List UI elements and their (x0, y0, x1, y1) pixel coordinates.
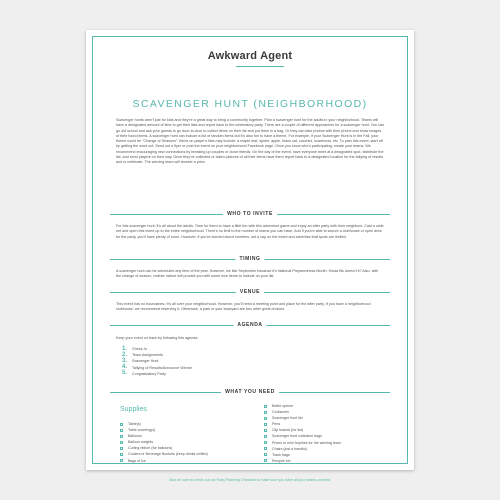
checkbox-icon[interactable] (264, 447, 267, 450)
checkbox-icon[interactable] (264, 459, 267, 462)
checklist-label: Curling ribbon (for balloons) (128, 446, 173, 451)
checklist-label: Recycle bin (272, 458, 291, 463)
checkbox-icon[interactable] (120, 435, 123, 438)
section-title: TIMING (235, 256, 264, 262)
section-title: AGENDA (233, 322, 266, 328)
timing-paragraph: A scavenger hunt can be scheduled any time of the year. However, we like September because it's National Preparedness Month. Kinda fits doesn't it? Also, with the change of season, mother nature will provide you with some nice items to include on your list. (116, 269, 379, 279)
checklist-label: Clip boards (for list) (272, 428, 304, 433)
checklist-label: Chairs (just a handful) (272, 446, 308, 451)
section-title: VENUE (236, 289, 264, 295)
checkbox-icon[interactable] (264, 441, 267, 444)
agenda-label: Scavenger Hunt (132, 359, 159, 364)
venue-paragraph: This event has no boundaries. It's all over your neighborhood. However, you'll need a meeting point and place for the after party. If you have a neighborhood clubhouse, we recommend reserving it. Otherwise, a park or your backyard are two other great choices. (116, 302, 371, 312)
checkbox-icon[interactable] (264, 423, 267, 426)
agenda-intro: Keep your event on track by following this agenda. (116, 336, 199, 340)
checklist-label: Corkscrew (272, 410, 289, 415)
checkbox-icon[interactable] (264, 405, 267, 408)
checkbox-icon[interactable] (264, 417, 267, 420)
agenda-item (122, 372, 192, 378)
intro-paragraph: Scavenger hunts aren't just for kids and they're a great way to bring a community together. Plan a scavenger hunt for the adults in your neighborhood. Teams will have a designated amount of time to get their lists and report back to the celebratory party. There are a couple of different approaches for a scavenger hunt. You can go old school and ask your guests to go door-to-door to collect items on their list and put them in a bag. Or they can take photos with their phone and show images of their found items. A scavenger hunt can include a list of random items but it's also fun to have a theme. For example, if your Scavenger Hunt is in the Fall, your theme could be "Change of Seasons". Items on player's lists may include: a maple leaf, spider, apple, black cat, zucchini, scarecrow, etc. To plan this event, start off by getting the word out. Send out a flyer or post the event on your neighborhood Facebook page. Once you know who's participating, create your teams. We recommend encouraging new connections by breaking up couples or close friends. On the day of the event, have everyone meet at a designated spot, distribute the list, and send players on their way. Once they've collected or taken pictures of all their items have them report back to a designated location for the tallying of results and to celebrate. The winning team will receive a prize. (116, 118, 384, 165)
checklist-label: Pens (272, 422, 281, 427)
page-title: SCAVENGER HUNT (NEIGHBORHOOD) (132, 98, 368, 110)
checklist-label: Coolers or Beverage Buckets (keep drinks chilled) (128, 452, 208, 457)
checklist-item[interactable] (264, 459, 341, 465)
section-header-timing (110, 255, 390, 263)
brand-logo-text: Awkward Agent (207, 50, 293, 62)
checkbox-icon[interactable] (120, 423, 123, 426)
checkbox-icon[interactable] (120, 429, 123, 432)
agenda-number: 1. (122, 345, 128, 352)
agenda-number: 3. (122, 357, 128, 364)
checkbox-icon[interactable] (120, 459, 123, 462)
agenda-label: Congratulatory Party (132, 371, 166, 376)
checkbox-icon[interactable] (120, 441, 123, 444)
checklist-label: Table(s) (128, 422, 141, 426)
agenda-list (122, 347, 192, 378)
checkbox-icon[interactable] (120, 447, 123, 450)
section-header-need (110, 388, 390, 396)
checkbox-icon[interactable] (264, 429, 267, 432)
checklist-label: Bottle opener (272, 404, 294, 408)
who-paragraph: For this scavenger hunt, it's all about the adults. Time for them to have a little fun with this adventure game and enjoy an after party with their neighbors. Cast a wide net and open this event up to the entire neighborhood. There's no limit to the number of teams you can have. And if you're able to secure a clubhouse or open area for the party, you'll have plenty of room. However, if you're worried about numbers, set a cap on the event and advertise that spots are limited. (116, 224, 384, 239)
supplies-list-left (120, 422, 208, 465)
agenda-number: 2. (122, 351, 128, 358)
checklist-label: Trash bags (272, 452, 290, 457)
supplies-heading: Supplies (120, 406, 147, 413)
supplies-list-right (264, 404, 341, 465)
section-title: WHO TO INVITE (223, 211, 277, 217)
checklist-item[interactable] (120, 459, 208, 465)
brand-underline (236, 66, 284, 67)
section-header-venue (110, 288, 390, 296)
agenda-number: 4. (122, 364, 128, 371)
checklist-label: Bags of ice (128, 458, 146, 463)
checkbox-icon[interactable] (264, 453, 267, 456)
checklist-document (86, 30, 414, 482)
section-header-agenda (110, 321, 390, 329)
checklist-label: Scavenger hunt list (272, 416, 303, 421)
checklist-label: Balloons (128, 434, 142, 439)
checkbox-icon[interactable] (120, 453, 123, 456)
checklist-label: Prizes or mini trophies for the winning team (272, 440, 341, 445)
agenda-label: Tallying of Results/Announce Winner (132, 365, 193, 370)
agenda-label: Team Assignments (132, 353, 163, 358)
agenda-number: 5. (122, 370, 128, 377)
agenda-label: Check-In (132, 347, 147, 351)
checklist-label: Balloon weights (128, 440, 154, 445)
footer-note: Also be sure to check out our Party Planning Checklist to make sure you have all your bases covered. (169, 478, 331, 482)
checkbox-icon[interactable] (264, 411, 267, 414)
section-header-who (110, 210, 390, 218)
checklist-label: Scavenger hunt collection bags (272, 434, 322, 439)
checkbox-icon[interactable] (264, 435, 267, 438)
section-title: WHAT YOU NEED (221, 389, 279, 395)
checklist-label: Table covering(s) (128, 428, 156, 433)
